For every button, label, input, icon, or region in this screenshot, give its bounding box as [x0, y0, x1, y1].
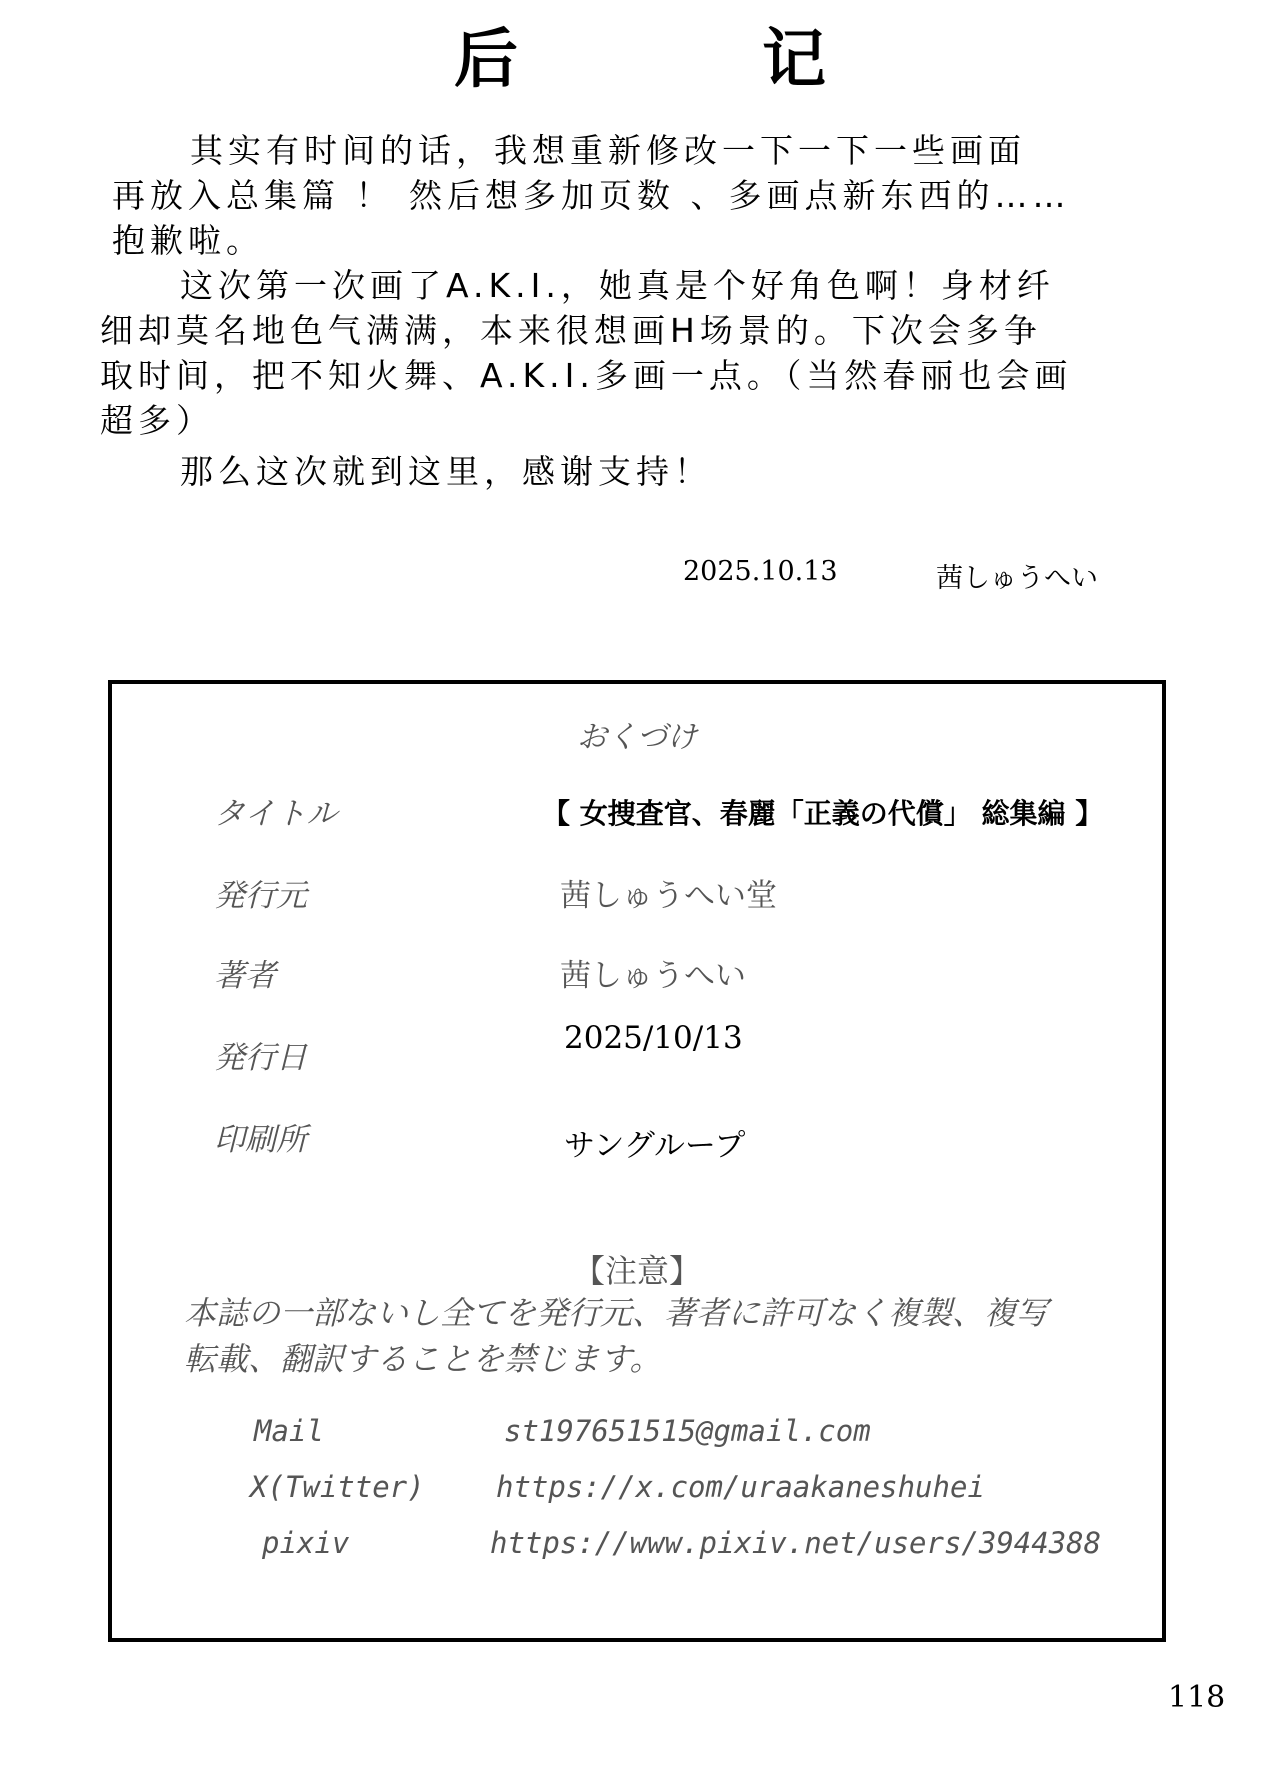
colophon-label-publisher: 発行元 — [214, 878, 307, 914]
colophon-label-date: 発行日 — [214, 1040, 307, 1076]
afterword-text — [100, 128, 1180, 494]
signature-name: 茜しゅうへい — [936, 563, 1098, 594]
contact-value-mail[interactable]: st197651515@gmail.com — [504, 1414, 871, 1448]
contact-label-twitter: X(Twitter) — [250, 1470, 425, 1504]
colophon-label-author: 著者 — [214, 958, 276, 994]
signature-date: 2025.10.13 — [683, 556, 838, 587]
afterword-line: 抱歉啦。 — [112, 221, 264, 260]
contact-value-pixiv[interactable]: https://www.pixiv.net/users/3944388 — [490, 1526, 1102, 1560]
colophon-value-author: 茜しゅうへい — [560, 958, 746, 994]
colophon-value-title: 【 女捜査官、春麗「正義の代償」 総集編 】 — [542, 797, 1104, 830]
notice-line: 本誌の一部ないし全てを発行元、著者に許可なく複製、複写 — [184, 1294, 1049, 1332]
colophon-value-date: 2025/10/13 — [564, 1020, 743, 1056]
notice-text — [184, 1290, 1124, 1382]
page-number: 118 — [1168, 1680, 1226, 1715]
page-title: 后 记 — [454, 23, 916, 97]
notice-line: 転載、翻訳することを禁じます。 — [184, 1340, 662, 1378]
afterword-line: 细却莫名地色气满满，本来很想画H场景的。下次会多争 — [100, 311, 1042, 350]
afterword-line: 其实有时间的话，我想重新修改一下一下一些画面 — [190, 131, 1026, 170]
contact-label-pixiv: pixiv — [262, 1526, 350, 1560]
colophon-heading: おくづけ — [577, 720, 697, 755]
afterword-closing: 那么这次就到这里，感谢支持！ — [180, 452, 712, 491]
afterword-line: 取时间，把不知火舞、A.K.I.多画一点。（当然春丽也会画 — [100, 356, 1073, 395]
colophon-value-printer: サングループ — [564, 1128, 746, 1164]
colophon-value-publisher: 茜しゅうへい堂 — [560, 878, 777, 914]
contact-value-twitter[interactable]: https://x.com/uraakaneshuhei — [496, 1470, 985, 1504]
afterword-line: 超多） — [100, 401, 214, 440]
afterword-line: 这次第一次画了A.K.I.，她真是个好角色啊！身材纤 — [180, 266, 1055, 305]
contact-label-mail: Mail — [254, 1414, 324, 1448]
colophon-label-printer: 印刷所 — [214, 1122, 307, 1158]
colophon-label-title: タイトル — [214, 796, 338, 832]
notice-heading: 【注意】 — [572, 1252, 701, 1290]
afterword-line: 再放入总集篇 ！ 然后想多加页数 、多画点新东西的…… — [112, 176, 1071, 215]
colophon-box — [108, 680, 1166, 1642]
